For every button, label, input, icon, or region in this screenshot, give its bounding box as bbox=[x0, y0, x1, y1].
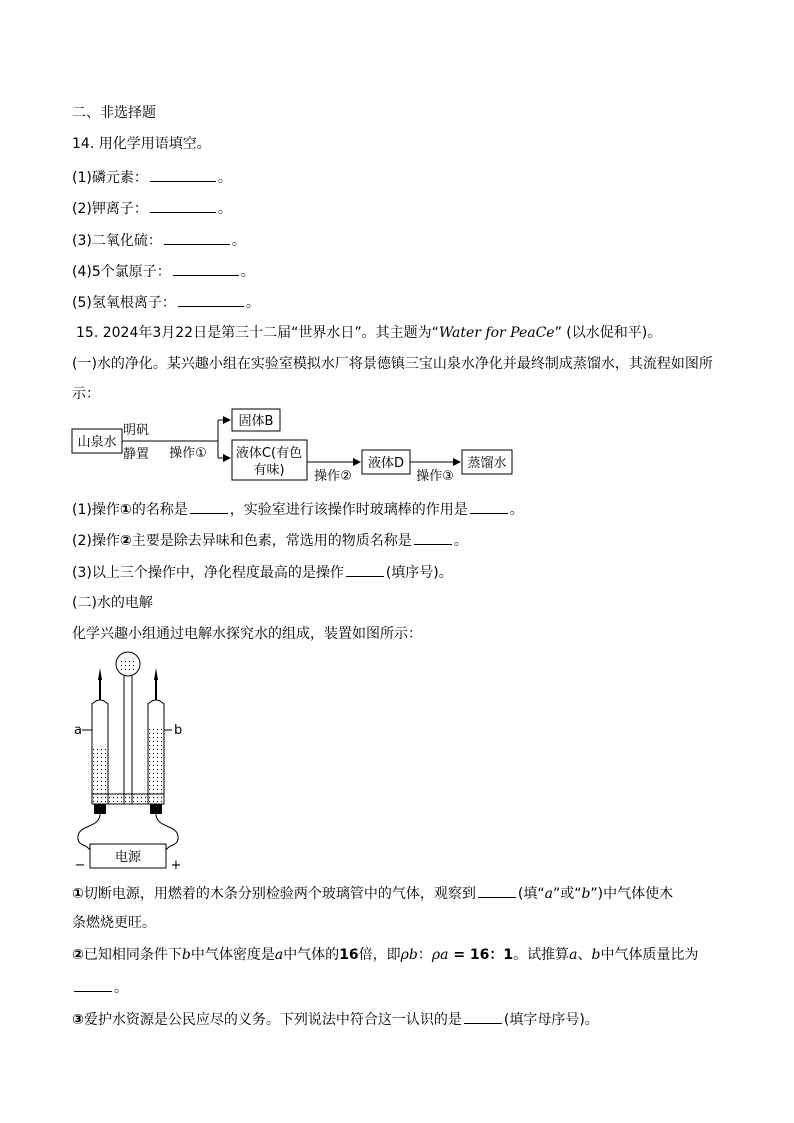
liquid-c-label-2: 有味) bbox=[253, 463, 285, 478]
p2-q1-line2: 条燃烧更旺。 bbox=[72, 915, 156, 931]
var-b: b bbox=[181, 947, 191, 963]
q14-item-5-end: 。 bbox=[245, 295, 260, 311]
p2-q2-sep: 、 bbox=[577, 947, 592, 963]
answer-blank[interactable] bbox=[150, 167, 216, 182]
answer-blank[interactable] bbox=[478, 883, 516, 898]
q14-item-1-end: 。 bbox=[217, 170, 232, 186]
answer-blank[interactable] bbox=[464, 1009, 502, 1024]
p1-q3 bbox=[72, 562, 453, 582]
q15-theme: Water for PeaCe bbox=[438, 325, 555, 341]
answer-blank[interactable] bbox=[346, 562, 384, 577]
left-valve-tip-icon bbox=[98, 668, 102, 680]
p1-q2-circle: ② bbox=[119, 533, 132, 549]
q14-item-5 bbox=[72, 292, 260, 312]
p2-q2-circle: ② bbox=[72, 947, 84, 963]
q14-item-1-label: (1)磷元素： bbox=[72, 170, 148, 186]
right-valve-tip-icon bbox=[154, 668, 158, 680]
answer-blank[interactable] bbox=[164, 230, 230, 245]
p1-q2-prefix: (2)操作 bbox=[72, 533, 120, 549]
p1-q1-circle: ① bbox=[119, 502, 132, 518]
p2-q2-line1 bbox=[72, 946, 698, 964]
section-title: 二、非选择题 bbox=[72, 105, 156, 121]
p2-q2-text4: 倍，即 bbox=[358, 947, 401, 963]
power-label: 电源 bbox=[114, 850, 142, 865]
part2-intro: 化学兴趣小组通过电解水探究水的组成，装置如图所示： bbox=[72, 626, 422, 642]
q15-stem bbox=[76, 324, 661, 342]
p1-q2-end: 。 bbox=[453, 533, 468, 549]
p1-q1-text: 的名称是 bbox=[131, 502, 188, 518]
q14-item-2-end: 。 bbox=[217, 201, 232, 217]
op2-label: 操作② bbox=[314, 469, 352, 484]
tube-b-label: b bbox=[174, 723, 183, 738]
var-a: a bbox=[544, 886, 553, 902]
product-label: 蒸馏水 bbox=[467, 456, 507, 471]
q14-item-3 bbox=[72, 230, 246, 250]
density-ratio: = 16：1 bbox=[448, 947, 514, 963]
tube-a-label: a bbox=[74, 723, 82, 738]
var-a: a bbox=[274, 947, 284, 963]
plus-label: + bbox=[170, 858, 182, 872]
reservoir-water bbox=[119, 660, 137, 672]
p2-q1-line1 bbox=[72, 883, 673, 903]
p1-q1 bbox=[72, 499, 524, 519]
rho-b: ρb bbox=[400, 947, 418, 963]
q15-number: 15. bbox=[76, 325, 103, 341]
op1-label: 操作① bbox=[169, 446, 207, 461]
q14-item-5-label: (5)氢氧根离子： bbox=[72, 295, 176, 311]
p2-q3-text: 爱护水资源是公民应尽的义务。下列说法中符合这一认识的是 bbox=[83, 1012, 462, 1028]
step1-bottom-label: 静置 bbox=[122, 447, 150, 462]
var-b: b bbox=[591, 947, 601, 963]
left-electrode bbox=[94, 804, 106, 814]
p1-q1-text2: ，实验室进行该操作时玻璃棒的作用是 bbox=[229, 502, 468, 518]
rho-a: ρa bbox=[431, 947, 449, 963]
p2-q1-circle: ① bbox=[72, 886, 84, 902]
q15-stem-mid: 是第三十二届“世界水日”。其主题为“ bbox=[207, 325, 439, 341]
bottom-connector bbox=[92, 794, 164, 804]
p2-q2-text3: 中气体的 bbox=[283, 947, 340, 963]
right-tube-water bbox=[149, 726, 163, 803]
q14-item-4-label: (4)5个氯原子： bbox=[72, 264, 171, 280]
p2-q1-text4: ”)中气体使木 bbox=[590, 886, 674, 902]
q14-item-3-end: 。 bbox=[231, 233, 246, 249]
p2-q1-text3: ”或“ bbox=[552, 886, 582, 902]
q14-item-3-label: (3)二氧化硫： bbox=[72, 233, 162, 249]
answer-blank[interactable] bbox=[178, 292, 244, 307]
q14-item-2 bbox=[72, 198, 232, 218]
answer-blank[interactable] bbox=[414, 530, 452, 545]
q14-item-4 bbox=[72, 261, 255, 281]
p2-q1-text2: (填“ bbox=[517, 886, 545, 902]
part2-title: (二)水的电解 bbox=[72, 595, 153, 611]
answer-blank[interactable] bbox=[190, 499, 228, 514]
minus-label: − bbox=[74, 858, 86, 872]
q15-part1-line1: (一)水的净化。某兴趣小组在实验室模拟水厂将景德镇三宝山泉水净化并最终制成蒸馏水，其流程如图所 bbox=[72, 356, 713, 372]
answer-blank[interactable] bbox=[74, 977, 112, 992]
purification-flowchart bbox=[66, 402, 526, 492]
p2-q1-text: 切断电源，用燃着的木条分别检验两个玻璃管中的气体，观察到 bbox=[83, 886, 476, 902]
p2-q2-end: 。 bbox=[114, 980, 128, 996]
p2-q2-text2: 中气体密度是 bbox=[190, 947, 275, 963]
solid-b-label: 固体B bbox=[238, 414, 274, 429]
p2-q3-end: (填字母序号)。 bbox=[503, 1012, 599, 1028]
p1-q3-end: (填序号)。 bbox=[385, 565, 453, 581]
q14-item-4-end: 。 bbox=[240, 264, 255, 280]
p2-q2-text6: 中气体质量比为 bbox=[600, 947, 699, 963]
p2-q3-circle: ③ bbox=[72, 1012, 84, 1028]
var-b: b bbox=[581, 886, 591, 902]
density-multiple: 16 bbox=[339, 947, 359, 963]
liquid-d-label: 液体D bbox=[367, 456, 405, 471]
q15-part1-line2: 示： bbox=[72, 386, 100, 402]
p2-q2-text5: 。试推算 bbox=[513, 947, 570, 963]
source-label: 山泉水 bbox=[77, 435, 117, 450]
p1-q2 bbox=[72, 530, 468, 550]
right-electrode bbox=[150, 804, 162, 814]
p2-q2-line2 bbox=[72, 977, 128, 997]
var-a: a bbox=[569, 947, 578, 963]
q14-stem: 14. 用化学用语填空。 bbox=[72, 136, 211, 152]
answer-blank[interactable] bbox=[150, 198, 216, 213]
liquid-c-label-1: 液体C(有色 bbox=[235, 446, 303, 461]
q14-item-2-label: (2)钾离子： bbox=[72, 201, 148, 217]
p2-q3 bbox=[72, 1009, 599, 1029]
answer-blank[interactable] bbox=[173, 261, 239, 276]
p2-q2-text: 已知相同条件下 bbox=[83, 947, 182, 963]
p1-q3-text: (3)以上三个操作中，净化程度最高的是操作 bbox=[72, 565, 344, 581]
p1-q1-prefix: (1)操作 bbox=[72, 502, 120, 518]
electrolysis-apparatus bbox=[64, 644, 194, 872]
op3-label: 操作③ bbox=[416, 469, 454, 484]
q15-stem-suffix: ” (以水促和平)。 bbox=[554, 325, 662, 341]
ratio-colon: ： bbox=[417, 947, 432, 963]
p1-q1-end: 。 bbox=[509, 502, 524, 518]
answer-blank[interactable] bbox=[470, 499, 508, 514]
q15-date: 2024年3月22日 bbox=[102, 325, 208, 341]
p1-q2-text: 主要是除去异味和色素，常选用的物质名称是 bbox=[131, 533, 412, 549]
q14-item-1 bbox=[72, 167, 232, 187]
step1-top-label: 明矾 bbox=[122, 423, 150, 438]
